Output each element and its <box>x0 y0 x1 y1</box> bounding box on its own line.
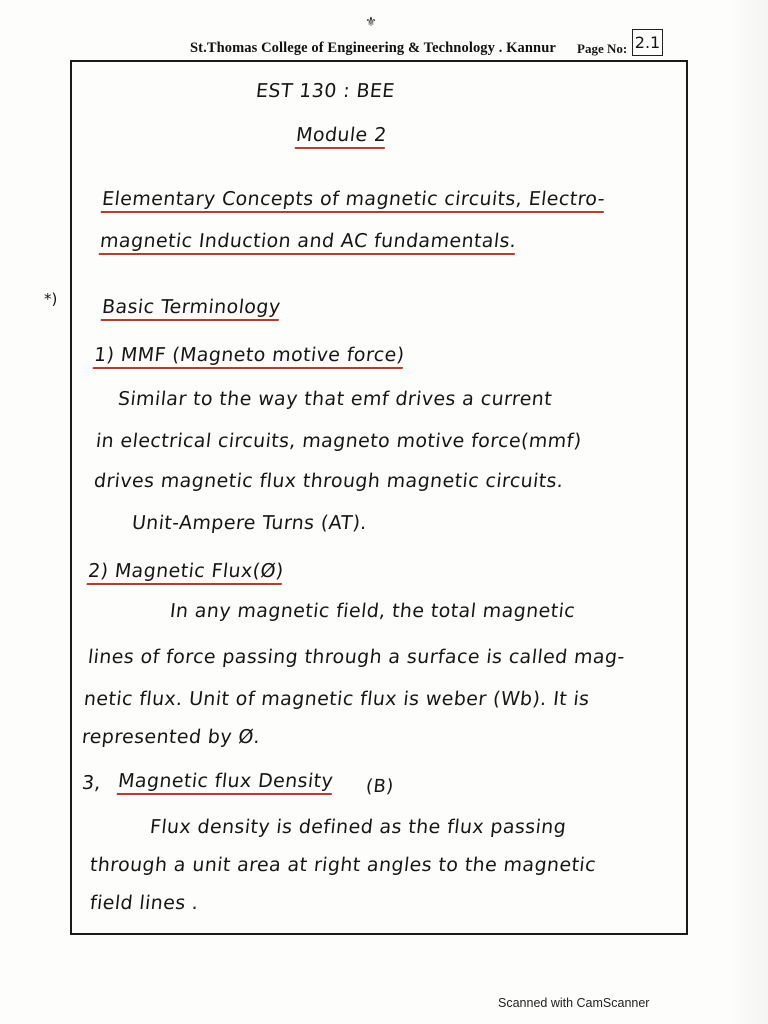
flux-text-line-1: In any magnetic field, the total magnetic <box>168 600 577 622</box>
density-text-line-2: through a unit area at right angles to the magnetic <box>88 854 598 876</box>
topic-line-2: magnetic Induction and AC fundamentals. <box>99 230 518 255</box>
mmf-text-line-1: Similar to the way that emf drives a current <box>116 388 554 410</box>
college-name: St.Thomas College of Engineering & Technology . Kannur <box>190 40 556 56</box>
scanner-watermark: Scanned with CamScanner <box>498 996 650 1010</box>
mmf-heading: 1) MMF (Magneto motive force) <box>93 344 406 369</box>
course-code: EST 130 : BEE <box>254 80 396 102</box>
topic-line-1: Elementary Concepts of magnetic circuits, Electro- <box>101 188 606 213</box>
flux-text-line-4: represented by Ø. <box>80 726 262 748</box>
flux-text-line-2: lines of force passing through a surface is called mag- <box>86 646 626 668</box>
density-text-line-1: Flux density is defined as the flux passing <box>148 816 568 838</box>
flux-text-line-3: netic flux. Unit of magnetic flux is weber (Wb). It is <box>82 688 591 710</box>
density-heading-number: 3, <box>80 772 103 794</box>
flux-heading: 2) Magnetic Flux(Ø) <box>87 560 285 585</box>
section-heading: Basic Terminology <box>101 296 282 321</box>
page-number-box: 2.1 <box>632 29 663 56</box>
density-heading: Magnetic flux Density <box>117 770 335 795</box>
page-number-label: Page No: <box>577 41 628 56</box>
density-text-line-3: field lines . <box>88 892 200 914</box>
mmf-unit: Unit-Ampere Turns (AT). <box>130 512 369 534</box>
mmf-text-line-2: in electrical circuits, magneto motive force(mmf) <box>94 430 583 452</box>
mmf-text-line-3: drives magnetic flux through magnetic circuits. <box>92 470 565 492</box>
module-title: Module 2 <box>295 124 388 149</box>
college-logo-icon: ⚜ <box>365 15 377 30</box>
density-symbol: (B) <box>364 776 395 797</box>
margin-bullet-mark: *) <box>44 290 58 308</box>
page-edge-shadow <box>728 0 768 1024</box>
